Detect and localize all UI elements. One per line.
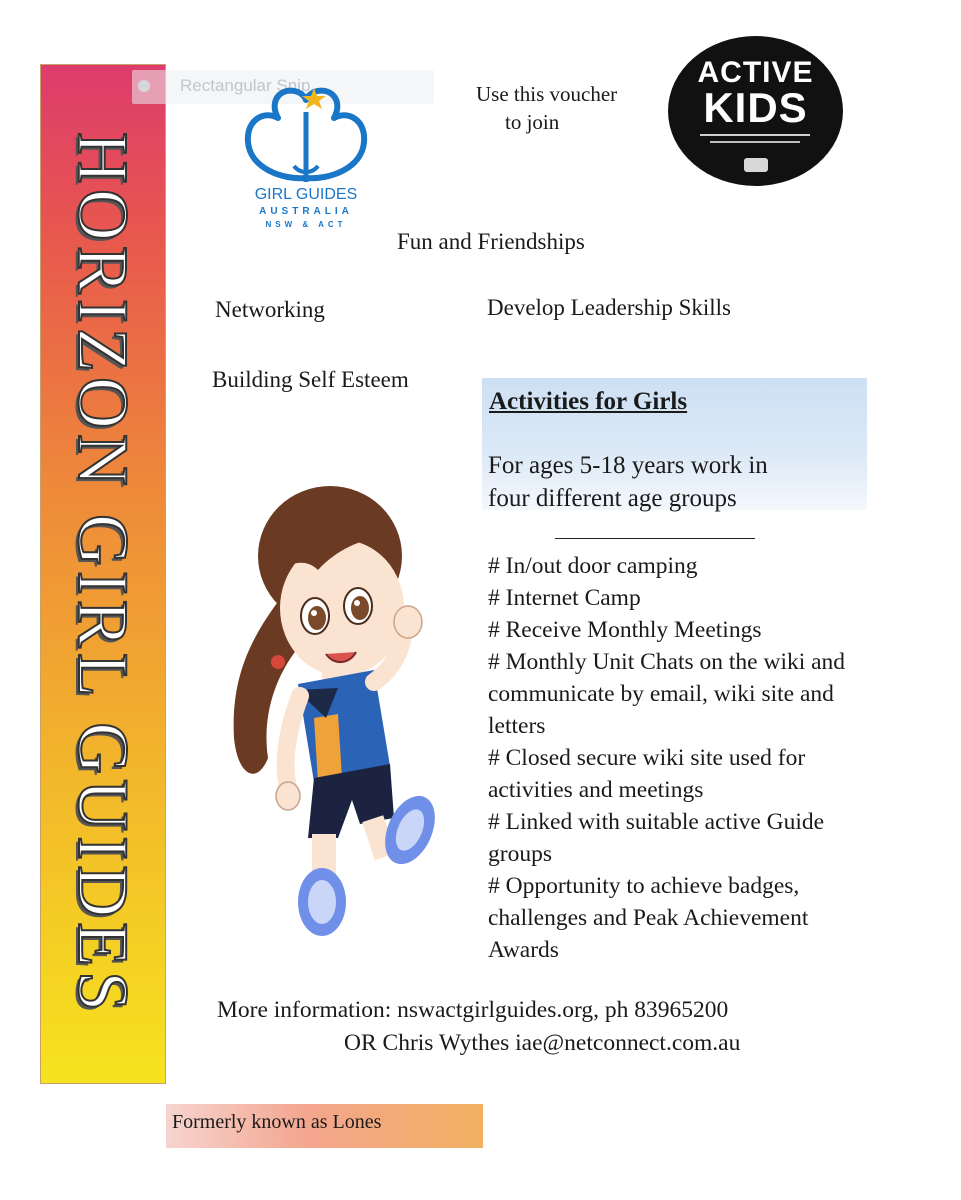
list-item: # Closed secure wiki site used for activities and meetings <box>488 745 806 803</box>
list-item: # Monthly Unit Chats on the wiki and communicate by email, wiki site and letters <box>488 649 846 739</box>
feature-leadership: Develop Leadership Skills <box>487 295 732 320</box>
snip-icon <box>138 80 150 92</box>
feature-self-esteem: Building Self Esteem <box>212 367 409 392</box>
divider <box>555 538 755 539</box>
nsw-government-icon <box>744 158 768 172</box>
voucher-text-line1: Use this voucher <box>476 82 618 106</box>
voucher-text-line2: to join <box>505 110 560 134</box>
list-item: # Internet Camp <box>488 585 641 611</box>
snip-artifact-label: Rectangular Snip <box>180 76 311 95</box>
contact-info-line1: More information: nswactgirlguides.org, ph 83965200 <box>217 997 729 1023</box>
activity-list <box>488 550 868 966</box>
active-kids-fine-print <box>700 134 810 136</box>
guide-girl-illustration <box>218 478 454 958</box>
feature-networking: Networking <box>215 297 325 322</box>
ages-text-line2: four different age groups <box>488 485 737 512</box>
list-item: # Receive Monthly Meetings <box>488 617 762 643</box>
list-item: # In/out door camping <box>488 553 698 579</box>
ages-text-line1: For ages 5-18 years work in <box>488 452 768 479</box>
side-title-banner <box>40 64 166 1084</box>
list-item: # Opportunity to achieve badges, challenges and Peak Achievement Awards <box>488 873 809 963</box>
former-name-text: Formerly known as Lones <box>172 1111 382 1133</box>
vertical-title: HORIZON GIRL GUIDES <box>63 131 143 1017</box>
logo-country: AUSTRALIA <box>259 206 353 217</box>
logo-name: GIRL GUIDES <box>254 186 358 203</box>
active-kids-word-active: ACTIVE <box>697 56 814 89</box>
contact-info-line2: OR Chris Wythes iae@netconnect.com.au <box>344 1030 741 1056</box>
active-kids-word-kids: KIDS <box>703 84 808 131</box>
logo-state: NSW & ACT <box>265 220 347 229</box>
list-item: # Linked with suitable active Guide groups <box>488 809 825 867</box>
feature-fun-friendships: Fun and Friendships <box>397 229 585 254</box>
activities-heading: Activities for Girls <box>489 388 688 415</box>
active-kids-fine-print <box>710 141 800 143</box>
